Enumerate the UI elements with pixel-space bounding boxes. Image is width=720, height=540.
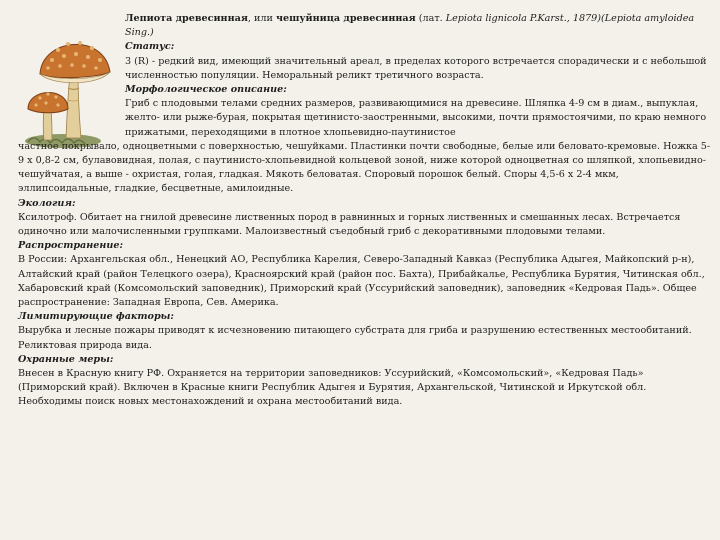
limiting-factors-heading: Лимитирующие факторы: [18,311,174,323]
distribution-heading: Распространение: [18,240,123,252]
ecology-text: Ксилотроф. Обитает на гнилой древесине лиственных пород в равнинных и горных лиственных и смешанных лесах. Встречается одиночно или малочисленными группками. Малоизвестный съедобный гриб с декоративными плодовыми телами. [18,211,681,238]
ecology-heading: Экология: [18,197,76,209]
distribution-text: В России: Архангельская обл., Ненецкий АО, Республика Карелия, Северо-Западный Кавказ (Республика Адыгея, Майкопский р-н), Алтайский край (район Телецкого озера), Красноярский край (район пос. Бахта), Прибайкалье, Республика Бурятия, Читинская обл., Хабаровский край (Комсомольский заповедник), Приморский край (Уссурийский заповедник), заповедник «Кедровая Падь». Общее распространение: Западная Европа, Сев. Америка. [18,254,705,309]
status-heading: Статус: [125,41,175,53]
species-name: Лепиота древесинная [125,13,248,24]
limiting-factors-text: Вырубка и лесные пожары приводят к исчезновению питающего субстрата для гриба и разрушению естественных местообитаний. Реликтовая природа вида. [18,325,692,351]
morphology-heading: Морфологическое описание: [125,84,287,96]
morphology-text-indented: Гриб с плодовыми телами средних размеров, развивающимися на древесине. Шляпка 4-9 см в диам., выпуклая, желто- или рыже-бурая, покрытая щетинисто-заостренными, высокими, почти прямостоячими, по краю немного прижатыми, переходящими в плотное хлопьевидно-паутинистое [125,98,707,138]
latin-name: Lepiota lignicola P.Karst., 1879)(Lepiota amyloidea Sing.) [125,13,695,39]
protection-text: Внесен в Красную книгу РФ. Охраняется на территории заповедников: Уссурийский, «Комсомольский», «Кедровая Падь» (Приморский край). Включен в Красные книги Республик Адыгея и Бурятия, Архангельской, Читинской и Иркутской обл. Необходимы поиск новых местонахождений и охрана местообитаний вида. [18,368,647,408]
article-text [18,12,712,410]
status-text: 3 (R) - редкий вид, имеющий значительный ареал, в пределах которого встречается спорадически и с небольшой численностью популяции. Неморальный реликт третичного возраста. [125,55,707,81]
morphology-text: частное покрывало, одноцветными с поверхностью, чешуйками. Пластинки почти свободные, белые или беловато-кремовые. Ножка 5-9 х 0,8-2 см, булавовидная, полая, с паутинисто-хлопьевидной кольцевой зоной, ниже которой одноцветная со шляпкой, хлопьевидно-чешуйчатая, а выше - охристая, голая, гладкая. Мякоть беловатая. Споровый порошок белый. Споры 4,5-6 х 2-4 мкм, эллипсоидальные, гладкие, бесцветные, амилоидные. [18,140,711,195]
title-line: Лепиота древесинная, или чешуйница древесинная (лат. Lepiota lignicola P.Karst., 1879)(Lepiota amyloidea Sing.) [125,13,695,39]
protection-heading: Охранные меры: [18,353,114,365]
species-alt-name: чешуйница древесинная [275,13,416,24]
